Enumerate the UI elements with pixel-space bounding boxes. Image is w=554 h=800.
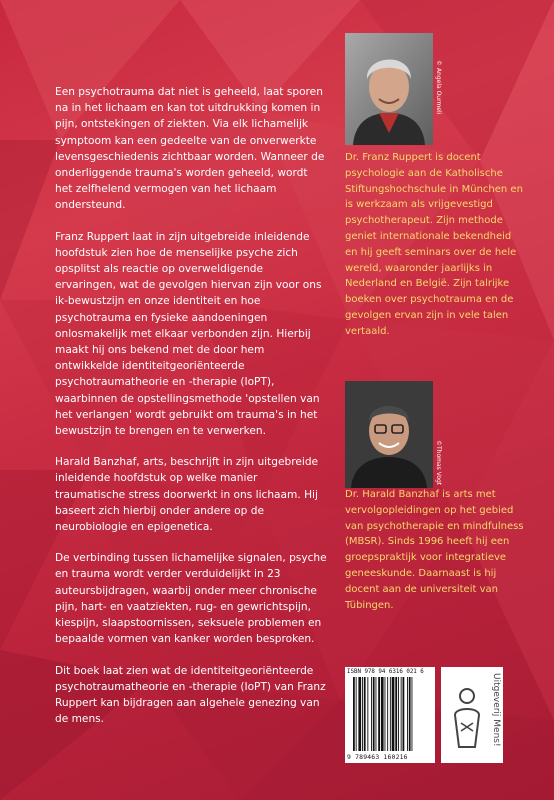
author-bio-franz-ruppert: Dr. Franz Ruppert is docent psychologie aan de Katholische Stiftungshochschule in München en is werkzaam als vrijgevestigd psychotherapeut. Zijn methode geniet internationale bekendheid en hij geeft seminars over de hele wereld, waaronder jaarlijks in Nederland en België. Zijn talrijke boeken over psychotrauma en de gevolgen ervan zijn in vele talen vertaald. — [345, 152, 523, 337]
barcode-bar — [407, 677, 408, 751]
description-paragraph: Franz Ruppert laat in zijn uitgebreide inleidende hoofdstuk zien hoe de menselijke psyche zich opsplitst als reactie op overweldigende ervaringen, wat de gevolgen hiervan zijn voor ons ik-bewustzijn en onze identiteit en hoe psychotrauma en fysieke aandoeningen onlosmakelijk met elkaar verbonden zijn. Hierbij maakt hij ons bekend met de door hem ontwikkelde identiteitgeoriënteerde psychotraumatheorie en -therapie (IoPT), waarbinnen de opstellingsmethode 'opstellen van het verlangen' wordt gebruikt om trauma's in het bewustzijn te brengen en te verwerken. — [55, 230, 322, 438]
barcode-bar — [398, 677, 399, 751]
barcode-bar — [387, 677, 388, 751]
barcode-bar — [378, 677, 380, 751]
barcode-bar — [392, 677, 395, 751]
publisher-logo-icon — [447, 685, 487, 751]
barcode-bar — [371, 677, 372, 751]
isbn-barcode — [345, 667, 435, 763]
description-paragraph: De verbinding tussen lichamelijke signalen, psyche en trauma wordt verder verduidelijkt in 23 auteursbijdragen, waarbij onder meer chronische pijn, hart- en vaatziekten, rug- en gewrichtspijn, kiespijn, slaapstoornissen, seksuele problemen en bepaalde vormen van kanker worden besproken. — [55, 552, 327, 646]
isbn-label: ISBN 978 94 6316 021 6 — [347, 669, 424, 675]
barcode-bar — [358, 677, 361, 751]
barcode-bar — [385, 677, 386, 751]
barcode-bar — [403, 677, 405, 751]
barcode-bar — [409, 677, 411, 751]
barcode-bar — [353, 677, 355, 751]
description-paragraph: Harald Banzhaf, arts, beschrijft in zijn uitgebreide inleidende hoofdstuk op welke manier traumatische stress doorwerkt in ons lichaam. Hij baseert zich hierbij onder andere op de neurobiologie en epigenetica. — [55, 456, 319, 534]
barcode-digits: 9 789463 160216 — [347, 753, 408, 761]
description-paragraph: Dit boek laat zien wat de identiteitgeoriënteerde psychotraumatheorie en -therapie (IoPT) van Franz Ruppert kan bijdragen aan algehele genezing van de mens. — [55, 664, 326, 726]
barcode-bar — [412, 677, 413, 751]
publisher-name: Uitgeverij Mens! — [491, 673, 501, 747]
barcode-bar — [362, 677, 363, 751]
back-cover-description — [55, 84, 327, 742]
author-bio-harald-banzhaf: Dr. Harald Banzhaf is arts met vervolgopleidingen op het gebied van psychotherapie en mindfulness (MBSR). Sinds 1996 heeft hij een groepspraktijk voor integratieve geneeskunde. Daarnaast is hij docent aan de universiteit van Tübingen. — [345, 489, 524, 611]
barcode-bars — [353, 677, 431, 751]
barcode-bar — [390, 677, 391, 751]
description-paragraph: Een psychotrauma dat niet is geheeld, laat sporen na in het lichaam en kan tot uitdrukking komen in pijn, ontstekingen of ziekten. Via elk lichamelijk symptoom kan een gedeelte van de onverwerkte levensgeschiedenis zichtbaar worden. Wanneer de onderliggende trauma's worden geheeld, wordt het zelfhelend vermogen van het lichaam ondersteund. — [55, 86, 325, 212]
barcode-bar — [395, 677, 397, 751]
barcode-bar — [367, 677, 368, 751]
author-photo-harald-banzhaf — [345, 381, 433, 488]
barcode-bar — [364, 677, 366, 751]
publisher-logo-box — [441, 667, 503, 763]
barcode-bar — [373, 677, 375, 751]
barcode-bar — [401, 677, 402, 751]
photo-credit: ©Thomas Vogt — [435, 440, 442, 486]
photo-credit: © Angela Ourmeli — [435, 60, 442, 115]
barcode-bar — [356, 677, 357, 751]
barcode-bar — [381, 677, 384, 751]
author-photo-franz-ruppert — [345, 33, 433, 145]
barcode-bar — [376, 677, 377, 751]
